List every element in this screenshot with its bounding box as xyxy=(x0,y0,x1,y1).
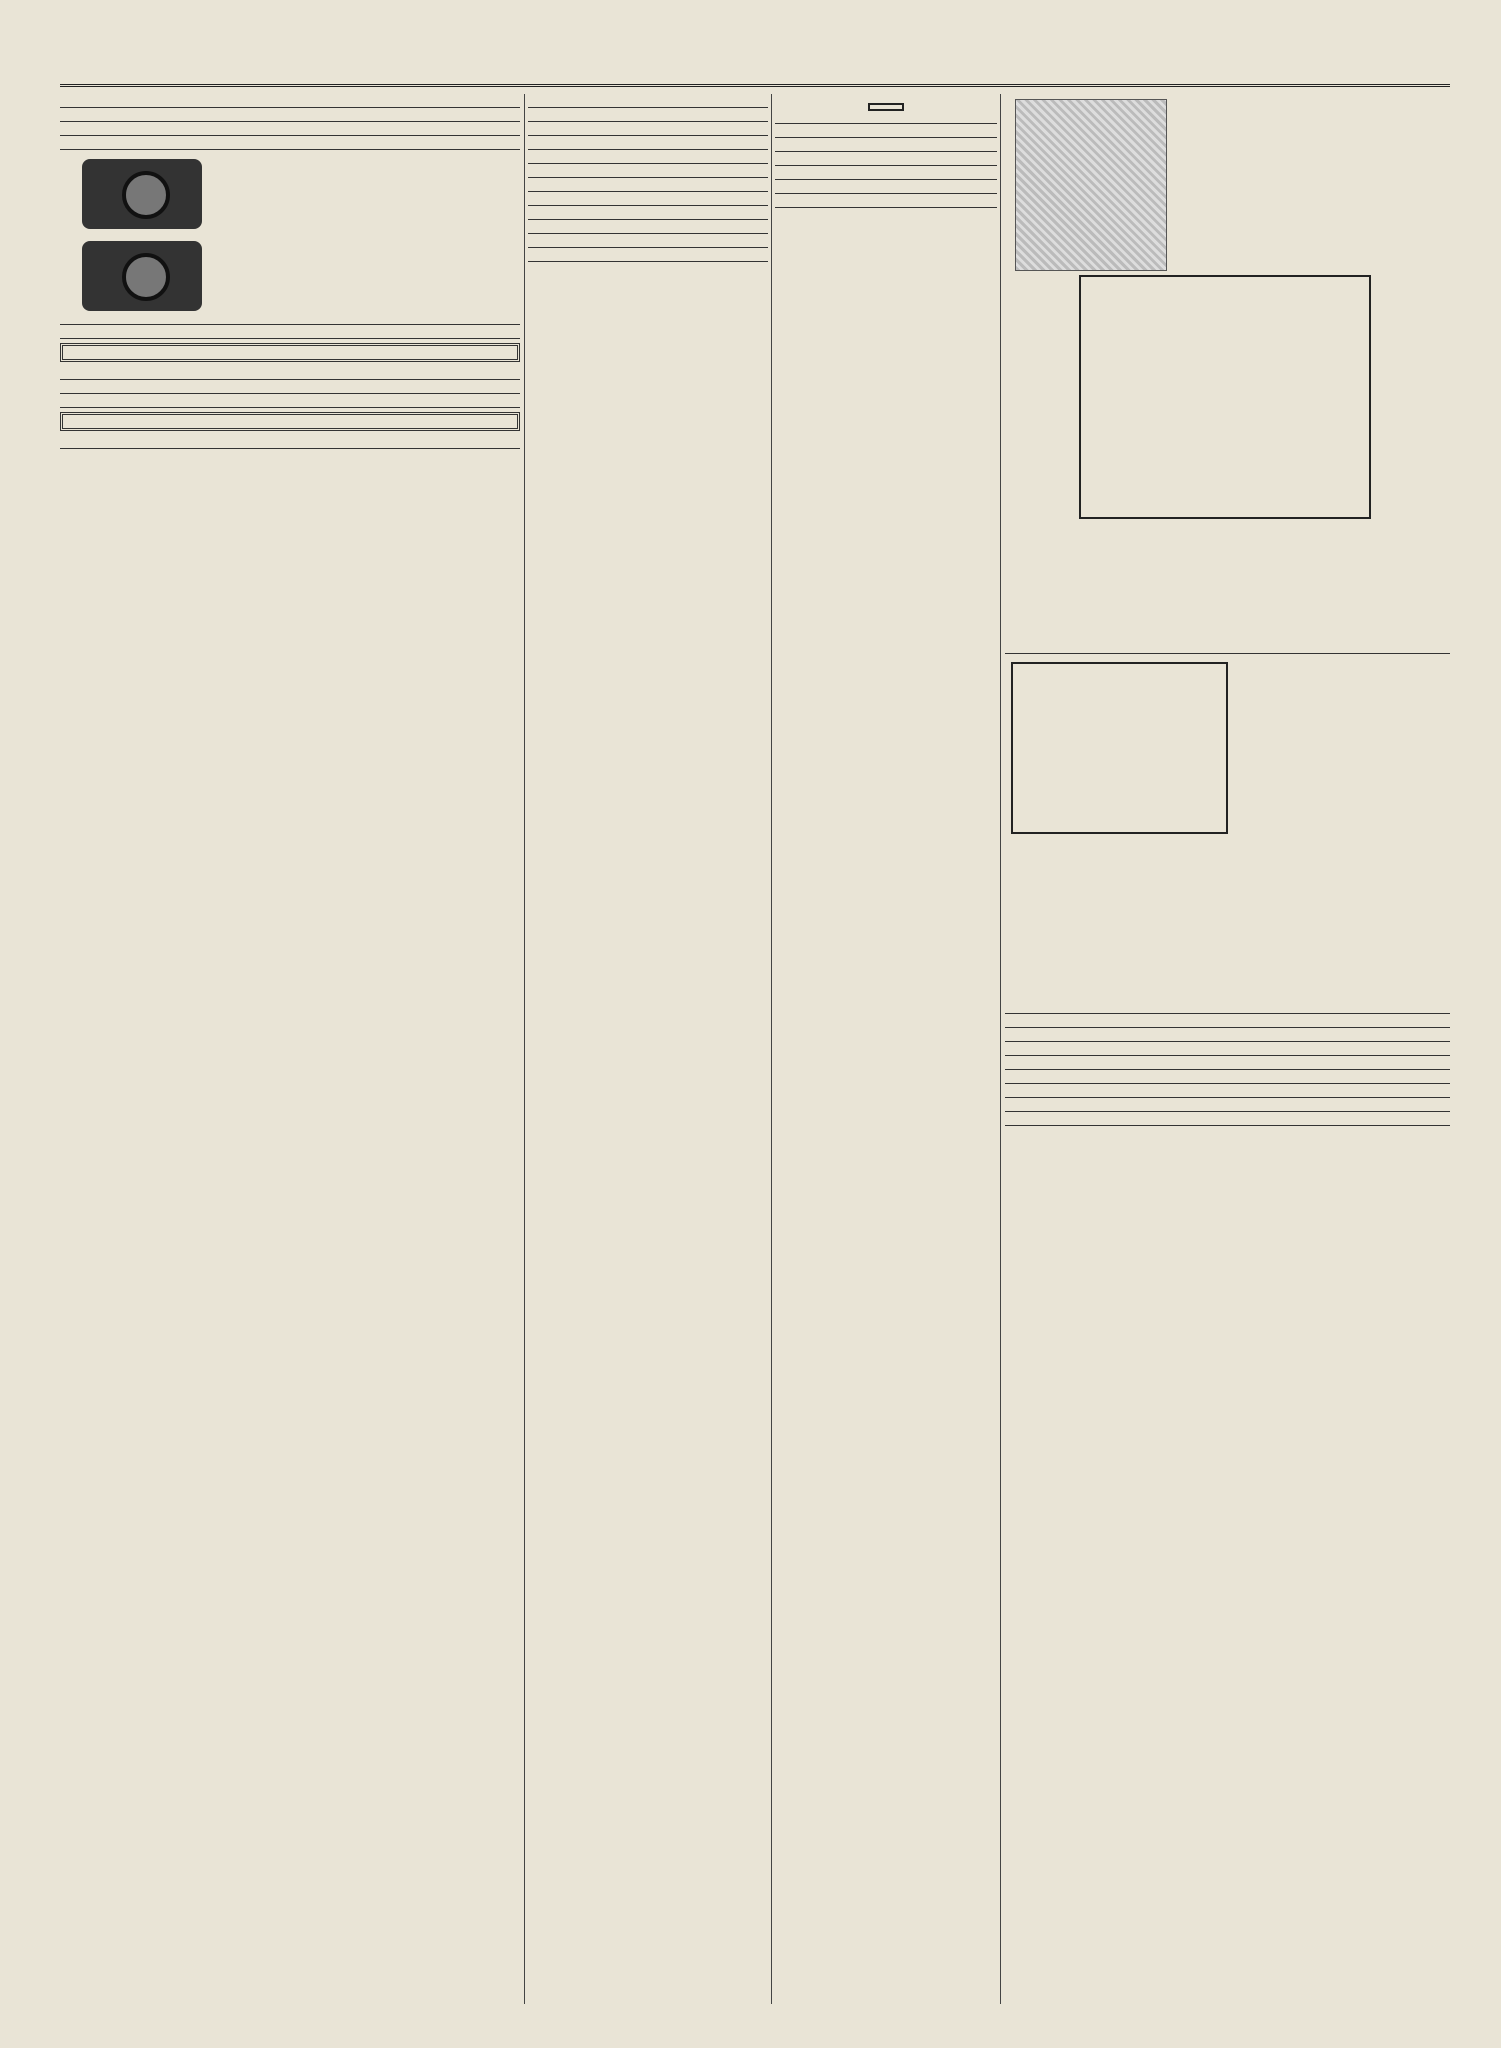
doctor-ads xyxy=(1005,1014,1450,1126)
ad-block xyxy=(528,248,768,262)
column-classifieds xyxy=(775,94,997,2004)
ad-block xyxy=(60,136,520,150)
ad-block xyxy=(60,412,520,431)
ad-block xyxy=(1005,1098,1450,1112)
crossword-block xyxy=(1005,94,1450,654)
ad-block xyxy=(528,122,768,136)
page-header xyxy=(60,50,1450,87)
column-rule xyxy=(1000,94,1001,2004)
ad-block xyxy=(60,94,520,108)
classifieds-title xyxy=(868,103,904,111)
camera-icon xyxy=(82,241,202,311)
column-crosswords-doctors xyxy=(1005,94,1450,2004)
ad-block xyxy=(1005,1042,1450,1056)
ad-block xyxy=(60,435,520,449)
ad-block xyxy=(60,122,520,136)
ad-block xyxy=(60,325,520,339)
ad-block xyxy=(775,194,997,208)
camera-lens-icon xyxy=(122,253,170,301)
ad-block xyxy=(60,343,520,362)
ad-block xyxy=(1005,1084,1450,1098)
camera-icon xyxy=(82,159,202,229)
solution-block xyxy=(1005,654,1450,1014)
ad-block xyxy=(775,124,997,138)
ad-block xyxy=(1005,1028,1450,1042)
column-products xyxy=(60,94,520,2004)
ad-block xyxy=(775,152,997,166)
ad-block xyxy=(1005,1056,1450,1070)
ad-block xyxy=(775,166,997,180)
solution-grid xyxy=(1011,662,1228,834)
ad-block xyxy=(528,192,768,206)
ad-block xyxy=(528,94,768,108)
ad-block xyxy=(60,150,520,325)
column-books-services xyxy=(528,94,768,2004)
crossword-grid xyxy=(1079,275,1371,519)
ad-block xyxy=(528,220,768,234)
ad-block xyxy=(528,108,768,122)
camera-lens-icon xyxy=(122,171,170,219)
ad-block xyxy=(528,150,768,164)
ad-block xyxy=(528,164,768,178)
ad-block xyxy=(60,108,520,122)
column-rule xyxy=(771,94,772,2004)
ad-block xyxy=(775,180,997,194)
crossword-illustration xyxy=(1015,99,1167,271)
ad-block xyxy=(60,366,520,380)
column-rule xyxy=(524,94,525,2004)
classified-ads xyxy=(775,124,997,208)
ad-block xyxy=(60,394,520,408)
ad-block xyxy=(528,178,768,192)
camera-illustrations xyxy=(66,155,206,319)
ad-block xyxy=(1005,1112,1450,1126)
book-ads xyxy=(528,94,768,262)
ad-block xyxy=(1005,1070,1450,1084)
ad-block xyxy=(60,380,520,394)
ad-block xyxy=(528,206,768,220)
ad-block xyxy=(775,138,997,152)
classifieds-header xyxy=(775,94,997,124)
ad-block xyxy=(1005,1014,1450,1028)
ad-block xyxy=(528,234,768,248)
ad-block xyxy=(528,136,768,150)
product-ads xyxy=(60,94,520,449)
newspaper-page xyxy=(60,50,1450,2010)
